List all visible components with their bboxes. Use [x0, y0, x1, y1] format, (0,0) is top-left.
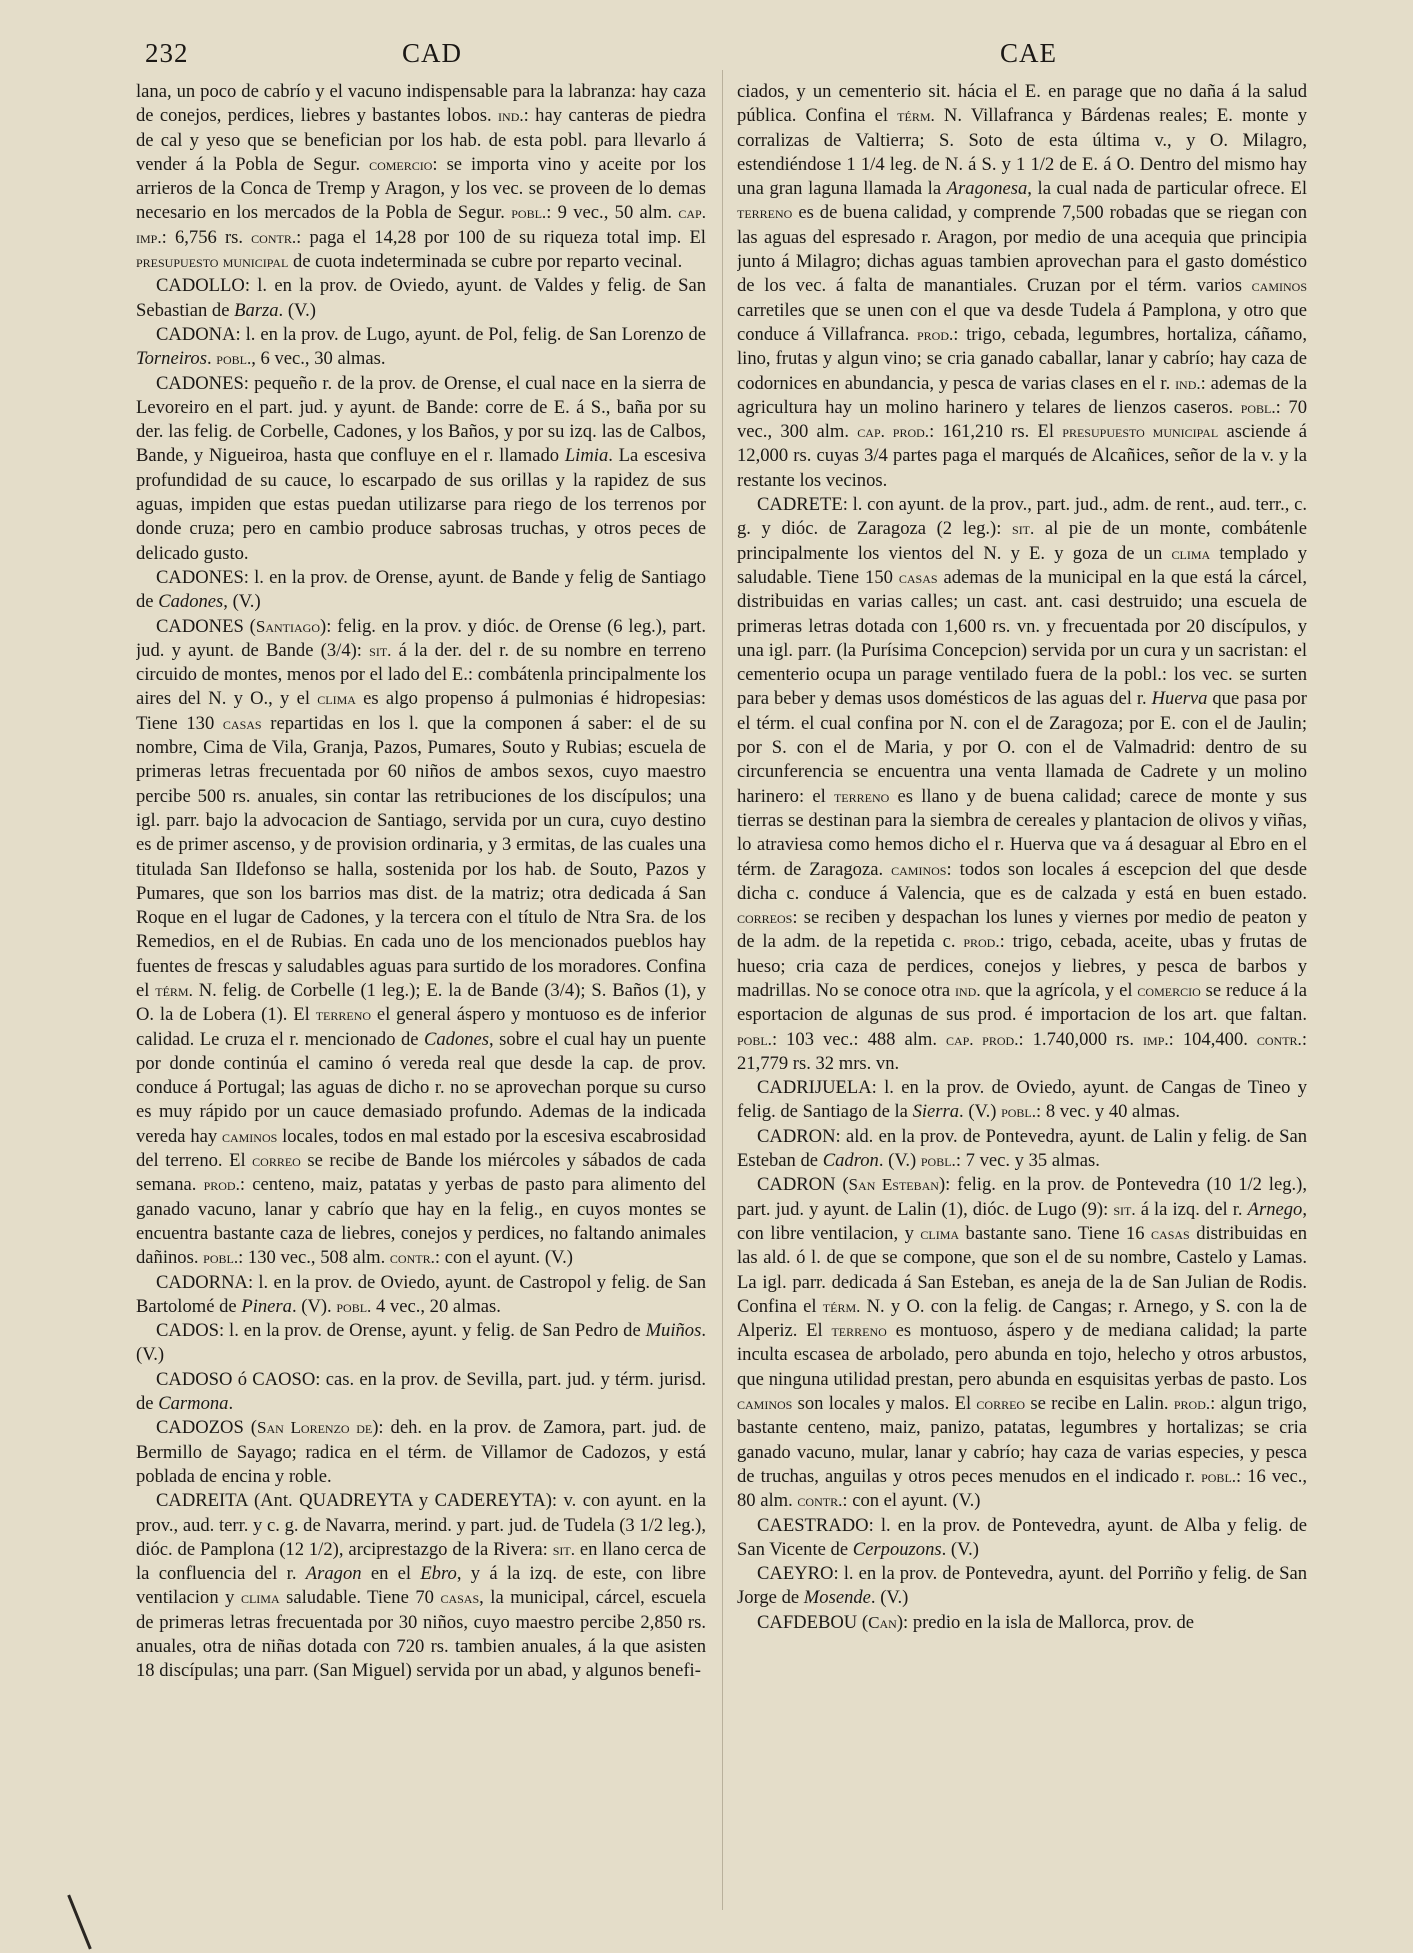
entry-text: en llano cerca de la confluencia del r.	[136, 1538, 706, 1585]
small-caps-term: terreno	[831, 1321, 887, 1341]
entry-text: CADONES (	[156, 615, 256, 637]
small-caps-term: casas	[440, 1588, 480, 1608]
small-caps-term: cap. imp.	[136, 203, 706, 247]
entry-text: : 104,400.	[1168, 1028, 1257, 1050]
entry-text: CADRON (	[757, 1174, 849, 1196]
small-caps-term: prod.	[203, 1175, 240, 1195]
small-caps-term: correo	[976, 1394, 1026, 1414]
small-caps-term: imp.	[1143, 1029, 1169, 1049]
entry-text: que pasa por el térm. el cual confina por N. con el de Zaragoza; por E. con el de Jaulin; por S. con el de Maria, y por O. con el de Valmadrid: dentro de su circunferencia se encuentra una venta llamada de Cadrete y un molino harinero: el	[737, 688, 1307, 807]
entry-text: , la cual nada de particular ofrece. El	[1027, 178, 1307, 200]
entry-text: CADOSO ó CAOSO: cas. en la prov. de Sevilla, part. jud. y térm. jurisd. de	[136, 1368, 706, 1415]
small-caps-term: Can	[868, 1612, 897, 1632]
entry-text: , (V.)	[223, 591, 261, 613]
entry-text: . (V.)	[878, 1150, 921, 1172]
entry-text: CADRIJUELA: l. en la prov. de Oviedo, ayunt. de Cangas de Tineo y felig. de Santiago de la	[737, 1077, 1307, 1123]
entry-text: CADONES: l. en la prov. de Orense, ayunt. de Bande y felig de Santiago de	[136, 566, 706, 613]
column-divider	[722, 70, 723, 1910]
italic-term: Cadones	[423, 1028, 490, 1050]
small-caps-term: sit.	[552, 1539, 575, 1559]
dictionary-entry	[737, 1125, 1307, 1174]
dictionary-entry	[136, 1319, 706, 1368]
entry-text: es montuoso, áspero y de mediana calidad; la parte inculta escasea de arbolado, pero abunda en tojo, helecho y otros arbustos, que ninguna utilidad prestan, pero abunda en esquisitas yerbas de pasto. Los	[737, 1320, 1307, 1390]
italic-term: Aragon	[305, 1563, 362, 1585]
entry-text: .	[206, 348, 217, 370]
entry-text: : trigo, cebada, legumbres, hortaliza, cáñamo, lino, frutas y algun vino; se cria ganado caballar, lanar y cabrío; hay caza de codornices en abundancia, y pesca de varias clases en el r.	[737, 323, 1307, 394]
italic-term: Muiños	[645, 1320, 702, 1342]
dictionary-entry	[136, 1271, 706, 1320]
small-caps-term: casas	[1151, 1223, 1190, 1243]
stray-ink-mark	[67, 1895, 92, 1950]
entry-text: : 6,756 rs.	[161, 226, 252, 248]
small-caps-term: caminos	[1251, 276, 1307, 296]
entry-text: se recibe de Bande los miércoles y sábados de cada semana.	[136, 1150, 706, 1196]
dictionary-entry	[136, 372, 706, 566]
page-number: 232	[145, 38, 189, 68]
entry-text: : hay canteras de piedra de cal y yeso que se benefician por los hab. de esta pobl. para llevarlo á vender á la Pobla de Segur.	[136, 105, 706, 175]
small-caps-term: prod.	[916, 324, 954, 344]
small-caps-term: presupuesto municipal	[1062, 422, 1219, 442]
entry-text: ): felig. en la prov. y dióc. de Orense (6 leg.), part. jud. y ayunt. de Bande (3/4):	[136, 615, 706, 661]
small-caps-term: clima	[317, 689, 356, 709]
small-caps-term: San Esteban	[848, 1175, 939, 1195]
small-caps-term: ind.	[955, 980, 981, 1000]
italic-term: Carmona	[158, 1393, 229, 1415]
entry-text: distribuidas en las ald. ó l. de que se compone, que son el de su nombre, Castelo y Lamas. La igl. parr. dedicada á San Esteban, es aneja de la de San Julian de Rodis. Confina el	[737, 1222, 1307, 1317]
dictionary-entry	[136, 615, 706, 1271]
entry-text: , 6 vec., 30 almas.	[251, 348, 386, 370]
entry-text: CADORNA: l. en la prov. de Oviedo, ayunt. de Castropol y felig. de San Bartolomé de	[136, 1271, 706, 1317]
entry-text: ): predio en la isla de Mallorca, prov. de	[896, 1611, 1195, 1633]
entry-text: . (V.)	[136, 1320, 706, 1366]
entry-text: : ademas de la agricultura hay un molino harinero y telares de lienzos caseros.	[737, 372, 1307, 418]
entry-text: N. felig. de Corbelle (1 leg.); E. la de Bande (3/4); S. Baños (1), y O. la de Lobera (1). El	[136, 979, 706, 1026]
small-caps-term: pobl.	[1201, 1466, 1237, 1486]
small-caps-term: caminos	[737, 1394, 793, 1414]
small-caps-term: contr.	[1256, 1029, 1302, 1049]
dictionary-entry	[737, 493, 1307, 1076]
small-caps-term: clima	[920, 1223, 960, 1243]
entry-text: saludable. Tiene 70	[279, 1587, 441, 1609]
left-running-heading: CAD	[402, 38, 463, 68]
dictionary-entry	[737, 1173, 1307, 1513]
entry-text: ): deh. en la prov. de Zamora, part. jud. de Bermillo de Sayago; radica en el térm. de Villamor de Cadozos, y está poblada de encina y roble.	[136, 1417, 706, 1487]
dictionary-entry	[136, 1368, 706, 1417]
small-caps-term: prod.	[963, 932, 1000, 952]
entry-text: CADOLLO: l. en la prov. de Oviedo, ayunt. de Valdes y felig. de San Sebastian de	[136, 275, 706, 321]
small-caps-term: cap. prod.	[945, 1029, 1019, 1049]
small-caps-term: ind.	[1175, 373, 1201, 393]
entry-text: : 7 vec. y 35 almas.	[955, 1150, 1100, 1172]
small-caps-term: contr.	[797, 1491, 843, 1511]
small-caps-term: terreno	[737, 203, 793, 223]
small-caps-term: casas	[898, 567, 938, 587]
entry-text: , y á la izq. de este, con libre ventilacion y	[136, 1563, 706, 1609]
entry-text: . (V.)	[959, 1101, 1002, 1123]
small-caps-term: correo	[252, 1151, 301, 1171]
entry-text: : 1.740,000 rs.	[1018, 1028, 1144, 1050]
small-caps-term: comercio	[369, 154, 433, 174]
entry-text: : 161,210 rs. El	[929, 421, 1063, 443]
entry-text: : todos son locales á escepcion del que desde dicha c. conduce á Valencia, que es de calzada y está en buen estado.	[737, 858, 1307, 904]
small-caps-term: terreno	[315, 1005, 372, 1025]
entry-text: , con libre ventilacion, y	[737, 1198, 1307, 1244]
entry-text: . (V.)	[941, 1538, 979, 1560]
small-caps-term: pobl.	[511, 203, 547, 223]
entry-text: , sobre el cual hay un puente por donde continúa el camino ó vereda real que desde la cap. de prov. conduce á Portugal; las aguas de dicho r. no se aprovechan porque su curso es muy rápido por un cauce demasiado profundo. Ademas de la indicada vereda hay	[136, 1028, 706, 1147]
italic-term: Arnego	[1247, 1198, 1303, 1220]
entry-text: : se reciben y despachan los lunes y viernes por medio de peaton y de la adm. de la repetida c.	[737, 907, 1307, 953]
entry-text: que la agrícola, y el	[980, 979, 1138, 1001]
entry-text: en el	[361, 1563, 421, 1585]
entry-text: ademas de la municipal en la que está la cárcel, distribuidas en varias calles; un cast. ant. casi destruido; una escuela de primeras letras dotada con 1,600 rs. vn. y frecuentada por 20 discípulos, y una igl. parr. (la Purísima Concepcion) servida por un cura y un sacristan: el cementerio ocupa un parage ventilado fuera de la pobl.: los vec. se surten para beber y demas usos domésticos de las aguas del r.	[737, 566, 1307, 710]
entry-text: . (V).	[291, 1295, 337, 1317]
entry-text: el general áspero y montuoso es de inferior calidad. Le cruza el r. mencionado de	[136, 1004, 706, 1050]
small-caps-term: térm.	[155, 980, 193, 1000]
entry-text: : trigo, cebada, aceite, ubas y frutas de hueso; cria caza de perdices, conejos y liebres, y pesca de barbos y madrillas. No se conoce otra	[737, 931, 1307, 1001]
small-caps-term: térm.	[822, 1296, 861, 1316]
small-caps-term: contr.	[389, 1248, 435, 1268]
entry-text: CADRETE: l. con ayunt. de la prov., part. jud., adm. de rent., aud. terr., c. g. y dióc. de Zaragoza (2 leg.):	[737, 494, 1307, 540]
italic-term: Huerva	[1151, 688, 1208, 710]
entry-text: .	[228, 1393, 234, 1415]
small-caps-term: correos	[737, 908, 793, 928]
running-head	[0, 38, 1413, 78]
small-caps-term: sit.	[369, 640, 392, 660]
entry-text: ): felig. en la prov. de Pontevedra (10 1/2 leg.), part. jud. y ayunt. de Lalin (1), dióc. de Lugo (9):	[737, 1174, 1307, 1220]
entry-text: CAESTRADO: l. en la prov. de Pontevedra, ayunt. de Alba y felig. de San Vicente de	[737, 1514, 1307, 1560]
entry-text: . La escesiva profundidad de su cauce, lo escarpado de sus orillas y la rapidez de sus aguas, impiden que estas puedan utilizarse para riego de los terrenos por donde cruza; pero en cambio produce sabrosas truchas, y otros peces de delicado gusto.	[136, 445, 706, 564]
small-caps-term: térm.	[897, 106, 935, 126]
dictionary-entry	[136, 1489, 706, 1683]
small-caps-term: pobl.	[920, 1151, 956, 1171]
small-caps-term: presupuesto municipal	[136, 252, 289, 272]
dictionary-entry	[136, 323, 706, 372]
entry-text: locales, todos en mal estado por la escesiva escabrosidad del terreno. El	[136, 1125, 706, 1172]
entry-text: ciados, y un cementerio sit. hácia el E. en parage que no daña á la salud pública. Confina el	[737, 81, 1307, 127]
entry-text: á la der. del r. de su nombre en terreno circuido de montes, menos por el lado del E.: combátenla principalmente los aires del N. y O., y el	[136, 639, 706, 710]
small-caps-term: ind.	[498, 106, 524, 126]
italic-term: Aragonesa	[946, 178, 1028, 200]
entry-text: CAFDEBOU (	[757, 1611, 869, 1633]
entry-text: N. Villafranca y Bárdenas reales; E. monte y corralizas de Valtierra; S. Soto de esta última v., y O. Milagro, estendiéndose 1 1/4 leg. de N. á S. y 1 1/2 de E. á O. Dentro del mismo hay una gran laguna llamada la	[737, 105, 1307, 200]
small-caps-term: San Lorenzo de	[257, 1418, 373, 1438]
dictionary-entry	[737, 1562, 1307, 1611]
entry-text: : centeno, maiz, patatas y yerbas de pasto para alimento del ganado vacuno, lanar y cabrío que hay en la felig., en cuyos montes se encuentra bastante caza de liebres, conejos y perdices, no faltando animales dañinos.	[136, 1174, 706, 1269]
small-caps-term: caminos	[221, 1126, 278, 1146]
right-text-column	[737, 80, 1307, 1910]
small-caps-term: pobl.	[336, 1296, 372, 1316]
italic-term: Limia	[564, 445, 609, 467]
entry-text: al pie de un monte, combátenle principalmente los vientos del N. y E. y goza de un	[737, 518, 1307, 564]
entry-text: á la izq. del r.	[1135, 1198, 1248, 1220]
entry-text: : 16 vec., 80 alm.	[737, 1465, 1307, 1512]
entry-text: es llano y de buena calidad; carece de monte y sus tierras se destinan para la siembra de cereales y plantacion de olivos y viñas, lo atraviesa como hemos dicho el r. Huerva que va á desaguar al Ebro en el térm. de Zaragoza.	[737, 785, 1307, 880]
small-caps-term: comercio	[1137, 980, 1201, 1000]
italic-term: Ebro	[420, 1563, 457, 1585]
entry-text: bastante sano. Tiene 16	[959, 1222, 1152, 1244]
entry-text: CADREITA (Ant. QUADREYTA y CADEREYTA): v. con ayunt. en la prov., aud. terr. y c. g. de Navarra, merind. y part. jud. de Tudela (3 1/2 leg.), dióc. de Pamplona (12 1/2), arciprestazgo de la Rivera:	[136, 1490, 706, 1560]
entry-text: lana, un poco de cabrío y el vacuno indispensable para la labranza: hay caza de conejos, perdices, liebres y bastantes lobos.	[136, 81, 706, 127]
entry-text: CADONA: l. en la prov. de Lugo, ayunt. de Pol, felig. de San Lorenzo de	[156, 323, 706, 345]
dictionary-entry	[136, 1416, 706, 1489]
small-caps-term: casas	[222, 713, 262, 733]
entry-text: carretiles que se unen con el que va desde Tudela á Pamplona, y otro que conduce á Villafranca.	[737, 299, 1307, 345]
small-caps-term: prod.	[1173, 1394, 1211, 1414]
dictionary-entry	[136, 80, 706, 274]
italic-term: Torneiros	[136, 348, 207, 370]
italic-term: Barza	[234, 299, 279, 321]
entry-text: CAEYRO: l. en la prov. de Pontevedra, ayunt. del Porriño y felig. de San Jorge de	[737, 1563, 1307, 1609]
dictionary-entry	[737, 80, 1307, 493]
entry-text: , la municipal, cárcel, escuela de primeras letras frecuentada por 30 niños, cuyo maestro percibe 2,850 rs. anuales, otra de niñas dotada con 720 rs. tambien anuales, á la que asisten 18 discípulas; una parr. (San Miguel) servida por un abad, y algunos benefi-	[136, 1587, 706, 1682]
dictionary-entry	[136, 566, 706, 615]
entry-text: CADRON: ald. en la prov. de Pontevedra, ayunt. de Lalin y felig. de San Esteban de	[737, 1125, 1307, 1172]
small-caps-term: pobl.	[203, 1248, 239, 1268]
entry-text: 4 vec., 20 almas.	[371, 1295, 501, 1317]
entry-text: : paga el 14,28 por 100 de su riqueza total imp. El	[296, 226, 706, 248]
italic-term: Mosende	[803, 1587, 871, 1609]
small-caps-term: pobl.	[1001, 1102, 1037, 1122]
small-caps-term: sit.	[1012, 519, 1035, 539]
entry-text: templado y saludable. Tiene 150	[737, 542, 1307, 588]
small-caps-term: pobl.	[1240, 397, 1276, 417]
entry-text: : 130 vec., 508 alm.	[238, 1247, 390, 1269]
dictionary-entry	[737, 1611, 1307, 1635]
entry-text: se reduce á la esportacion de algunas de sus prod. é importacion de los art. que faltan.	[737, 979, 1307, 1026]
entry-text: : 9 vec., 50 alm.	[546, 202, 679, 224]
small-caps-term: pobl.	[216, 349, 252, 369]
small-caps-term: terreno	[833, 786, 890, 806]
small-caps-term: contr.	[251, 227, 297, 247]
entry-text: . (V.)	[278, 299, 316, 321]
italic-term: Cerpouzons	[852, 1538, 942, 1560]
entry-text: se recibe en Lalin.	[1025, 1393, 1174, 1415]
entry-text: : con el ayunt. (V.)	[434, 1247, 573, 1269]
dictionary-entry	[737, 1514, 1307, 1563]
small-caps-term: pobl.	[737, 1029, 772, 1049]
right-running-heading: CAE	[1000, 38, 1057, 68]
italic-term: Cadones	[158, 591, 224, 613]
entry-text: : 21,779 rs. 32 mrs. vn.	[737, 1028, 1307, 1074]
entry-text: CADONES: pequeño r. de la prov. de Orense, el cual nace en la sierra de Levoreiro en el part. jud. y ayunt. de Bande: corre de E. á S., baña por su der. las felig. de Corbelle, Cadones, y los Baños, y por su izq. las de Calbos, Bande, y Nigueiroa, hasta que confluye en el r. llamado	[136, 372, 706, 467]
entry-text: es algo propenso á pulmonias é hidropesias: Tiene 130	[136, 688, 706, 734]
entry-text: : 70 vec., 300 alm.	[737, 396, 1307, 443]
entry-text: : se importa vino y aceite por los arrieros de la Conca de Tremp y Aragon, y los vec. se proveen de lo demas necesario en los mercados de la Pobla de Segur.	[136, 153, 706, 224]
italic-term: Pinera	[241, 1295, 292, 1317]
entry-text: : 8 vec. y 40 almas.	[1036, 1101, 1181, 1123]
italic-term: Cadron	[822, 1150, 879, 1172]
left-text-column	[136, 80, 706, 1910]
entry-text: : algun trigo, bastante centeno, maiz, panizo, patatas, legumbres y hortalizas; se cria ganado vacuno, mular, lanar y cabrío; hay caza de varias especies, y pesca de truchas, anguilas y otros peces menudos en el indicado r.	[737, 1393, 1307, 1487]
dictionary-entry	[737, 1076, 1307, 1125]
small-caps-term: clima	[1171, 543, 1211, 563]
entry-text: asciende á 12,000 rs. cuyas 3/4 partes paga el marqués de Alcañices, señor de la v. y la restante los vecinos.	[737, 421, 1307, 491]
small-caps-term: Santiago	[255, 616, 320, 636]
entry-text: son locales y malos. El	[792, 1393, 977, 1415]
entry-text: . (V.)	[870, 1587, 909, 1609]
dictionary-entry	[136, 274, 706, 323]
italic-term: Sierra	[912, 1101, 960, 1123]
entry-text: CADOS: l. en la prov. de Orense, ayunt. y felig. de San Pedro de	[156, 1320, 646, 1342]
entry-text: : 103 vec.: 488 alm.	[771, 1028, 946, 1050]
entry-text: repartidas en los l. que la componen á saber: el de su nombre, Cima de Vila, Granja, Pazos, Pumares, Souto y Rubias; escuela de primeras letras frecuentada por 60 niños de ambos sexos, cuyo maestro percibe 500 rs. anuales, sin contar las retribuciones de los discípulos; una igl. parr. bajo la advocacion de Santiago, servida por un cura, cuyo destino es de primer ascenso, y de provision ordinaria, y 3 ermitas, de las cuales una titulada San Ildefonso se halla, sostenida por los hab. de Souto, Pazos y Pumares, que son los barrios mas dist. de la matriz; otra dedicada á San Roque en el lugar de Cadones, y la tercera con el título de Ntra Sra. de los Remedios, en el de Rubias. En cada uno de los mencionados pueblos hay fuentes de frescas y saludables aguas para surtido de los moradores. Confina el	[136, 712, 706, 1001]
small-caps-term: clima	[240, 1588, 280, 1608]
small-caps-term: cap. prod.	[857, 422, 930, 442]
entry-text: de cuota indeterminada se cubre por reparto vecinal.	[288, 251, 683, 273]
small-caps-term: caminos	[891, 859, 947, 879]
small-caps-term: sit.	[1113, 1199, 1136, 1219]
entry-text: N. y O. con la felig. de Cangas; r. Arnego, y S. con la de Alperiz. El	[737, 1295, 1307, 1342]
entry-text: : con el ayunt. (V.)	[842, 1490, 981, 1512]
entry-text: es de buena calidad, y comprende 7,500 robadas que se riegan con las aguas del espresado r. Aragon, por medio de una acequia que principia junto á Milagro; dichas aguas tambien aprovechan para el gasto doméstico de los vec. á falta de manantiales. Cruzan por el térm. varios	[737, 202, 1307, 297]
entry-text: CADOZOS (	[156, 1417, 257, 1439]
